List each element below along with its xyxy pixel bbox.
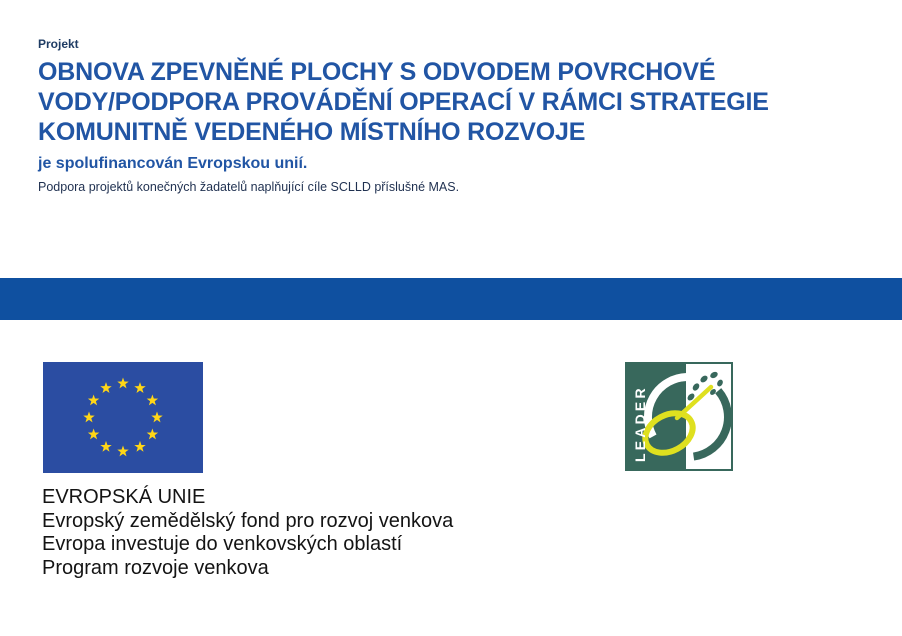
eu-program-line: Program rozvoje venkova xyxy=(42,556,269,579)
cofinance-statement: je spolufinancován Evropskou unií. xyxy=(38,155,308,172)
leader-logo-svg xyxy=(625,362,733,471)
leader-logo-icon xyxy=(625,362,733,471)
eu-union-line: EVROPSKÁ UNIE xyxy=(42,486,206,508)
eu-fund-line: Evropský zemědělský fond pro rozvoj venkova xyxy=(42,509,454,532)
leader-vertical-label: LEADER xyxy=(632,385,648,462)
project-label: Projekt xyxy=(38,37,79,51)
project-title-line-2: VODY/PODPORA PROVÁDĚNÍ OPERACÍ V RÁMCI STRATEGIE xyxy=(38,88,769,116)
eu-invest-line: Evropa investuje do venkovských oblastí xyxy=(42,533,403,555)
eu-attribution-block xyxy=(42,486,453,580)
eu-flag-svg xyxy=(43,362,203,473)
project-title-line-3: KOMUNITNĚ VEDENÉHO MÍSTNÍHO ROZVOJE xyxy=(38,118,586,146)
project-title xyxy=(38,57,769,147)
blue-divider-band xyxy=(0,278,902,320)
project-title-line-1: OBNOVA ZPEVNĚNÉ PLOCHY S ODVODEM POVRCHOVÉ xyxy=(38,58,716,86)
eu-flag-icon xyxy=(43,362,203,473)
support-statement: Podpora projektů konečných žadatelů naplňující cíle SCLLD příslušné MAS. xyxy=(38,180,460,194)
